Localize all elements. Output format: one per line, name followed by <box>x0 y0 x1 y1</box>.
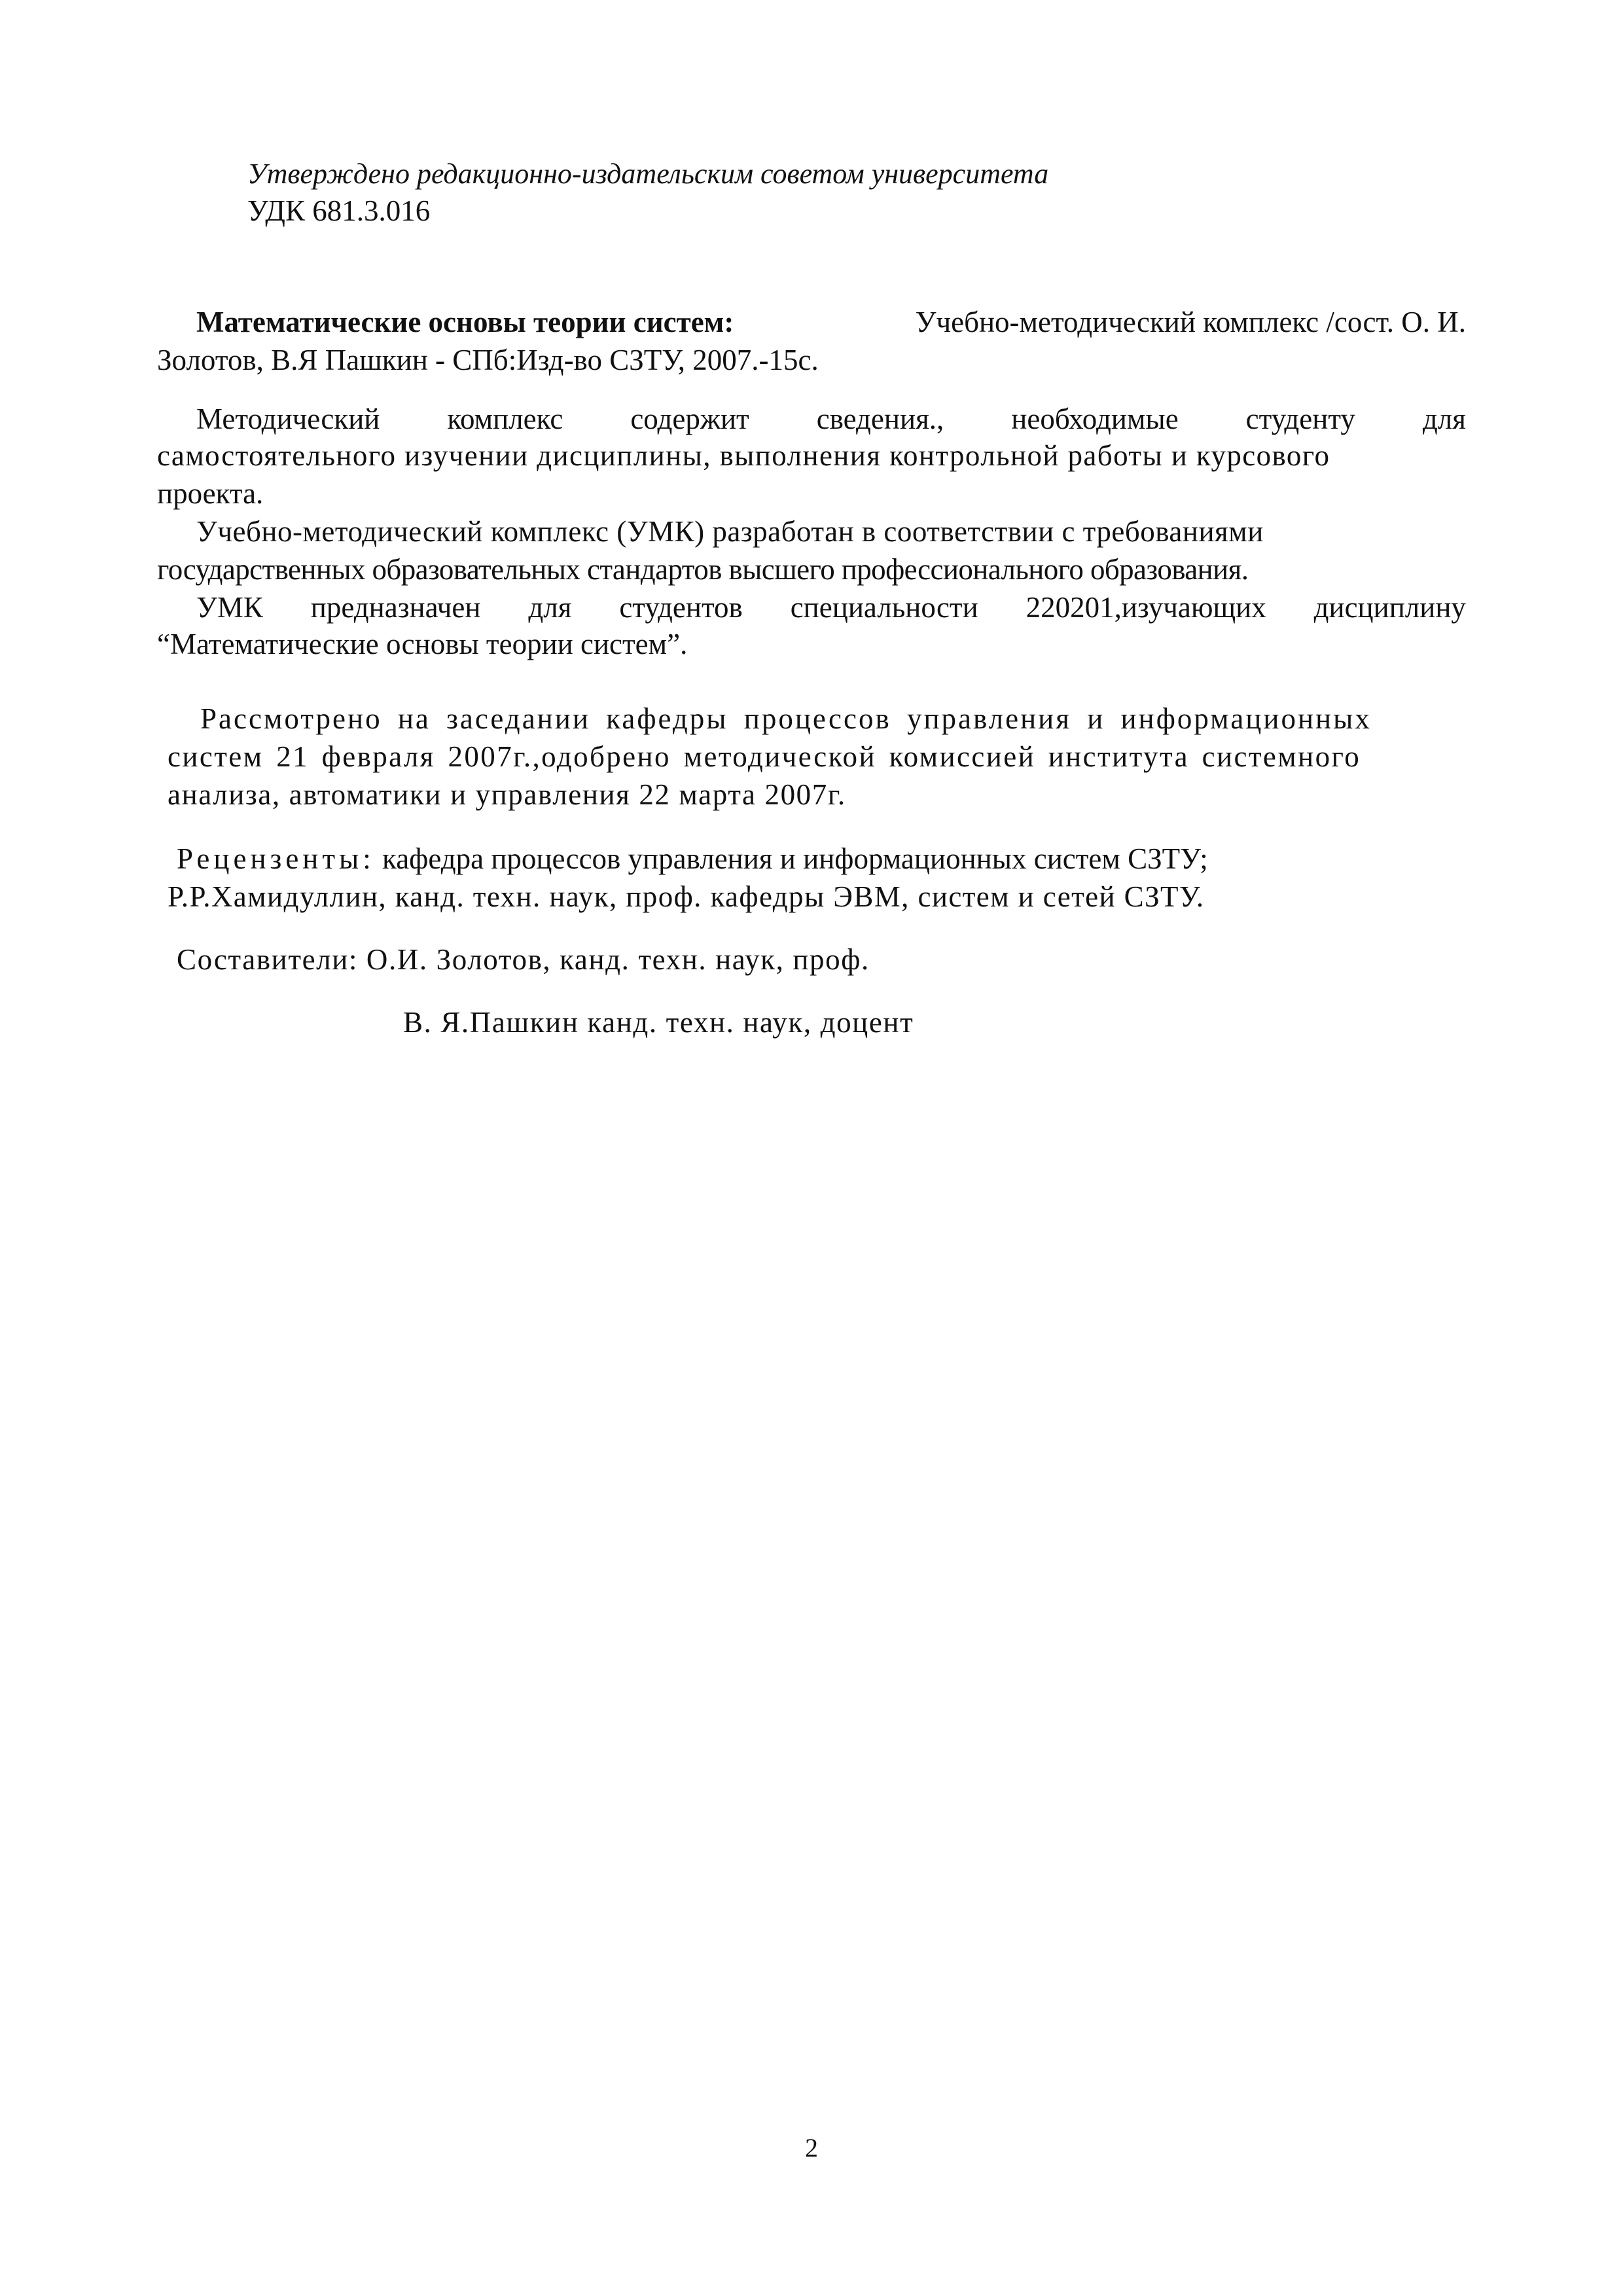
abstract-p1-line-3: проекта. <box>157 477 264 510</box>
abstract-p3-word: дисциплину <box>1313 591 1466 624</box>
approval-note: Утверждено редакционно-издательским советом университета <box>247 158 1049 190</box>
abstract-p1-word: необходимые <box>1011 403 1179 435</box>
page-number: 2 <box>805 2133 818 2162</box>
abstract-p3-line-2: “Математические основы теории систем”. <box>157 628 688 660</box>
reviewers-department: кафедра процессов управления и информационных систем СЗТУ; <box>382 842 1208 875</box>
abstract-p1-word: для <box>1422 403 1466 435</box>
abstract-p2-line-1: Учебно-методический комплекс (УМК) разработан в соответствии с требованиями <box>196 515 1264 548</box>
udk-code: УДК 681.3.016 <box>247 194 431 227</box>
abstract-p1-word: содержит <box>630 403 749 435</box>
abstract-p3-word: для <box>528 591 572 624</box>
abstract-p3-word: специальности <box>790 591 978 624</box>
review-line-2: систем 21 февраля 2007г.,одобрено методической комиссией института системного <box>168 740 1361 773</box>
review-line-3: анализа, автоматики и управления 22 марта 2007г. <box>168 778 846 811</box>
abstract-p1-line-2-text: самостоятельного изучении дисциплины, выполнения контрольной работы и курсового <box>157 439 1330 472</box>
authors-line-1: Составители: О.И. Золотов, канд. техн. наук, проф. <box>177 943 870 976</box>
reviewers-line-2: Р.Р.Хамидуллин, канд. техн. наук, проф. кафедры ЭВМ, систем и сетей СЗТУ. <box>168 880 1205 913</box>
review-line-1: Рассмотрено на заседании кафедры процессов управления и информационных <box>200 702 1372 735</box>
authors-line-2: В. Я.Пашкин канд. техн. наук, доцент <box>403 1006 914 1039</box>
citation-line-1 <box>196 308 1466 337</box>
citation-line-2: Золотов, В.Я Пашкин - СПб:Изд-во СЗТУ, 2007.-15с. <box>157 344 819 376</box>
abstract-p3-word: УМК <box>196 591 263 624</box>
abstract-p1-line-1 <box>196 404 1466 434</box>
abstract-p3-word: предназначен <box>310 591 481 624</box>
abstract-p2-line-2: государственных образовательных стандартов высшего профессионального образования. <box>157 553 1249 586</box>
abstract-p1-word: комплекс <box>447 403 563 435</box>
abstract-p3-word: 220201,изучающих <box>1026 591 1266 624</box>
abstract-p1-word: сведения., <box>816 403 944 435</box>
abstract-p1-word: студенту <box>1245 403 1355 435</box>
abstract-p3-line-1 <box>196 593 1466 622</box>
abstract-p1-word: Методический <box>196 403 380 435</box>
reviewers-label: Рецензенты: <box>177 842 375 875</box>
abstract-p1-line-2 <box>157 441 1466 471</box>
reviewers-line-1 <box>177 844 1208 874</box>
abstract-p3-word: студентов <box>619 591 743 624</box>
citation-description: Учебно-методический комплекс /сост. О. И. <box>915 306 1466 338</box>
citation-title: Математические основы теории систем: <box>196 306 734 338</box>
